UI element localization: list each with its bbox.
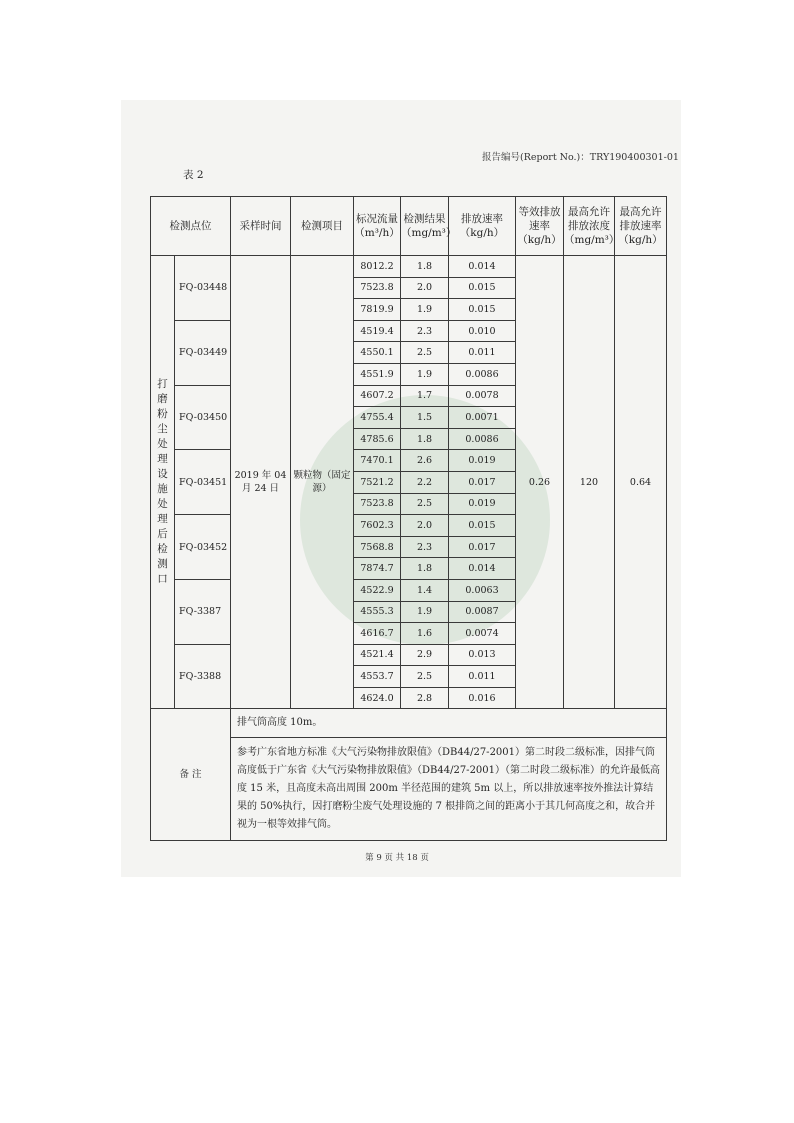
outlet-id: FQ-03449 [175, 320, 231, 385]
rate-value: 0.014 [449, 558, 516, 580]
result-value: 2.2 [401, 471, 449, 493]
header-max-conc: 最高允许排放浓度（mg/m³） [564, 197, 615, 256]
remark-row [151, 709, 667, 738]
flow-value: 4616.7 [354, 623, 401, 645]
rate-value: 0.0087 [449, 601, 516, 623]
result-value: 1.6 [401, 623, 449, 645]
results-table [150, 196, 667, 841]
header-eq-rate: 等效排放速率（kg/h） [516, 197, 564, 256]
outlet-id: FQ-3388 [175, 644, 231, 709]
max-rate: 0.64 [615, 256, 667, 709]
header-row [151, 197, 667, 256]
rate-value: 0.014 [449, 256, 516, 278]
rate-value: 0.015 [449, 515, 516, 537]
header-max-rate: 最高允许排放速率（kg/h） [615, 197, 667, 256]
result-value: 2.3 [401, 320, 449, 342]
result-value: 2.0 [401, 277, 449, 299]
flow-value: 4624.0 [354, 687, 401, 709]
flow-value: 7874.7 [354, 558, 401, 580]
outlet-id: FQ-03452 [175, 515, 231, 580]
rate-value: 0.010 [449, 320, 516, 342]
flow-value: 7523.8 [354, 277, 401, 299]
flow-value: 4519.4 [354, 320, 401, 342]
flow-value: 7470.1 [354, 450, 401, 472]
flow-value: 4551.9 [354, 363, 401, 385]
flow-value: 4550.1 [354, 342, 401, 364]
result-value: 2.5 [401, 493, 449, 515]
flow-value: 4607.2 [354, 385, 401, 407]
outlet-id: FQ-03451 [175, 450, 231, 515]
flow-value: 4755.4 [354, 407, 401, 429]
flow-value: 7568.8 [354, 536, 401, 558]
rate-value: 0.0086 [449, 363, 516, 385]
rate-value: 0.013 [449, 644, 516, 666]
header-rate: 排放速率（kg/h） [449, 197, 516, 256]
rate-value: 0.0086 [449, 428, 516, 450]
result-value: 2.8 [401, 687, 449, 709]
flow-value: 7521.2 [354, 471, 401, 493]
rate-value: 0.0074 [449, 623, 516, 645]
report-number: 报告编号(Report No.)：TRY190400301-01 [482, 152, 679, 163]
max-concentration: 120 [564, 256, 615, 709]
result-value: 1.9 [401, 299, 449, 321]
result-value: 2.9 [401, 644, 449, 666]
result-value: 1.8 [401, 256, 449, 278]
remark-height: 排气筒高度 10m。 [231, 709, 667, 738]
sample-time: 2019 年 04 月 24 日 [231, 256, 291, 709]
result-value: 1.8 [401, 558, 449, 580]
rate-value: 0.019 [449, 493, 516, 515]
rate-value: 0.019 [449, 450, 516, 472]
page-footer: 第 9 页 共 18 页 [365, 853, 429, 863]
header-item: 检测项目 [291, 197, 354, 256]
rate-value: 0.015 [449, 277, 516, 299]
result-value: 1.7 [401, 385, 449, 407]
test-item: 颗粒物（固定源） [291, 256, 354, 709]
flow-value: 7523.8 [354, 493, 401, 515]
outlet-id: FQ-3387 [175, 579, 231, 644]
header-time: 采样时间 [231, 197, 291, 256]
point-name-text: 打磨粉尘处理设施处理后检测口 [157, 378, 168, 586]
header-result: 检测结果（mg/m³） [401, 197, 449, 256]
rate-value: 0.011 [449, 666, 516, 688]
flow-value: 4785.6 [354, 428, 401, 450]
rate-value: 0.0063 [449, 579, 516, 601]
result-value: 1.8 [401, 428, 449, 450]
result-value: 2.5 [401, 342, 449, 364]
rate-value: 0.017 [449, 471, 516, 493]
flow-value: 7819.9 [354, 299, 401, 321]
outlet-id: FQ-03450 [175, 385, 231, 450]
flow-value: 4521.4 [354, 644, 401, 666]
rate-value: 0.0071 [449, 407, 516, 429]
result-value: 1.5 [401, 407, 449, 429]
result-value: 2.5 [401, 666, 449, 688]
result-value: 2.6 [401, 450, 449, 472]
result-value: 2.3 [401, 536, 449, 558]
point-name [151, 256, 175, 709]
rate-value: 0.011 [449, 342, 516, 364]
remark-standard: 参考广东省地方标准《大气污染物排放限值》（DB44/27-2001）第二时段二级标准，因排气筒高度低于广东省《大气污染物排放限值》（DB44/27-2001）（第二时段二级标准）的允许最低高度 15 米，且高度未高出周围 200m 半径范围的建筑 5m 以上，所以排放速率按外推法计算结果的 50%执行，因打磨粉尘废气处理设施的 7 根排筒之间的距离小于其几何高度之和，故合并视为一根等效排气筒。 [231, 738, 667, 841]
flow-value: 7602.3 [354, 515, 401, 537]
rate-value: 0.015 [449, 299, 516, 321]
remarks-label: 备 注 [151, 709, 231, 841]
rate-value: 0.017 [449, 536, 516, 558]
flow-value: 4553.7 [354, 666, 401, 688]
outlet-id: FQ-03448 [175, 256, 231, 321]
result-value: 1.4 [401, 579, 449, 601]
flow-value: 4555.3 [354, 601, 401, 623]
table-row [151, 256, 667, 278]
rate-value: 0.016 [449, 687, 516, 709]
flow-value: 4522.9 [354, 579, 401, 601]
result-value: 2.0 [401, 515, 449, 537]
equivalent-rate: 0.26 [516, 256, 564, 709]
table-caption: 表 2 [183, 169, 204, 181]
flow-value: 8012.2 [354, 256, 401, 278]
rate-value: 0.0078 [449, 385, 516, 407]
header-location: 检测点位 [151, 197, 231, 256]
result-value: 1.9 [401, 363, 449, 385]
result-value: 1.9 [401, 601, 449, 623]
header-flow: 标况流量（m³/h） [354, 197, 401, 256]
